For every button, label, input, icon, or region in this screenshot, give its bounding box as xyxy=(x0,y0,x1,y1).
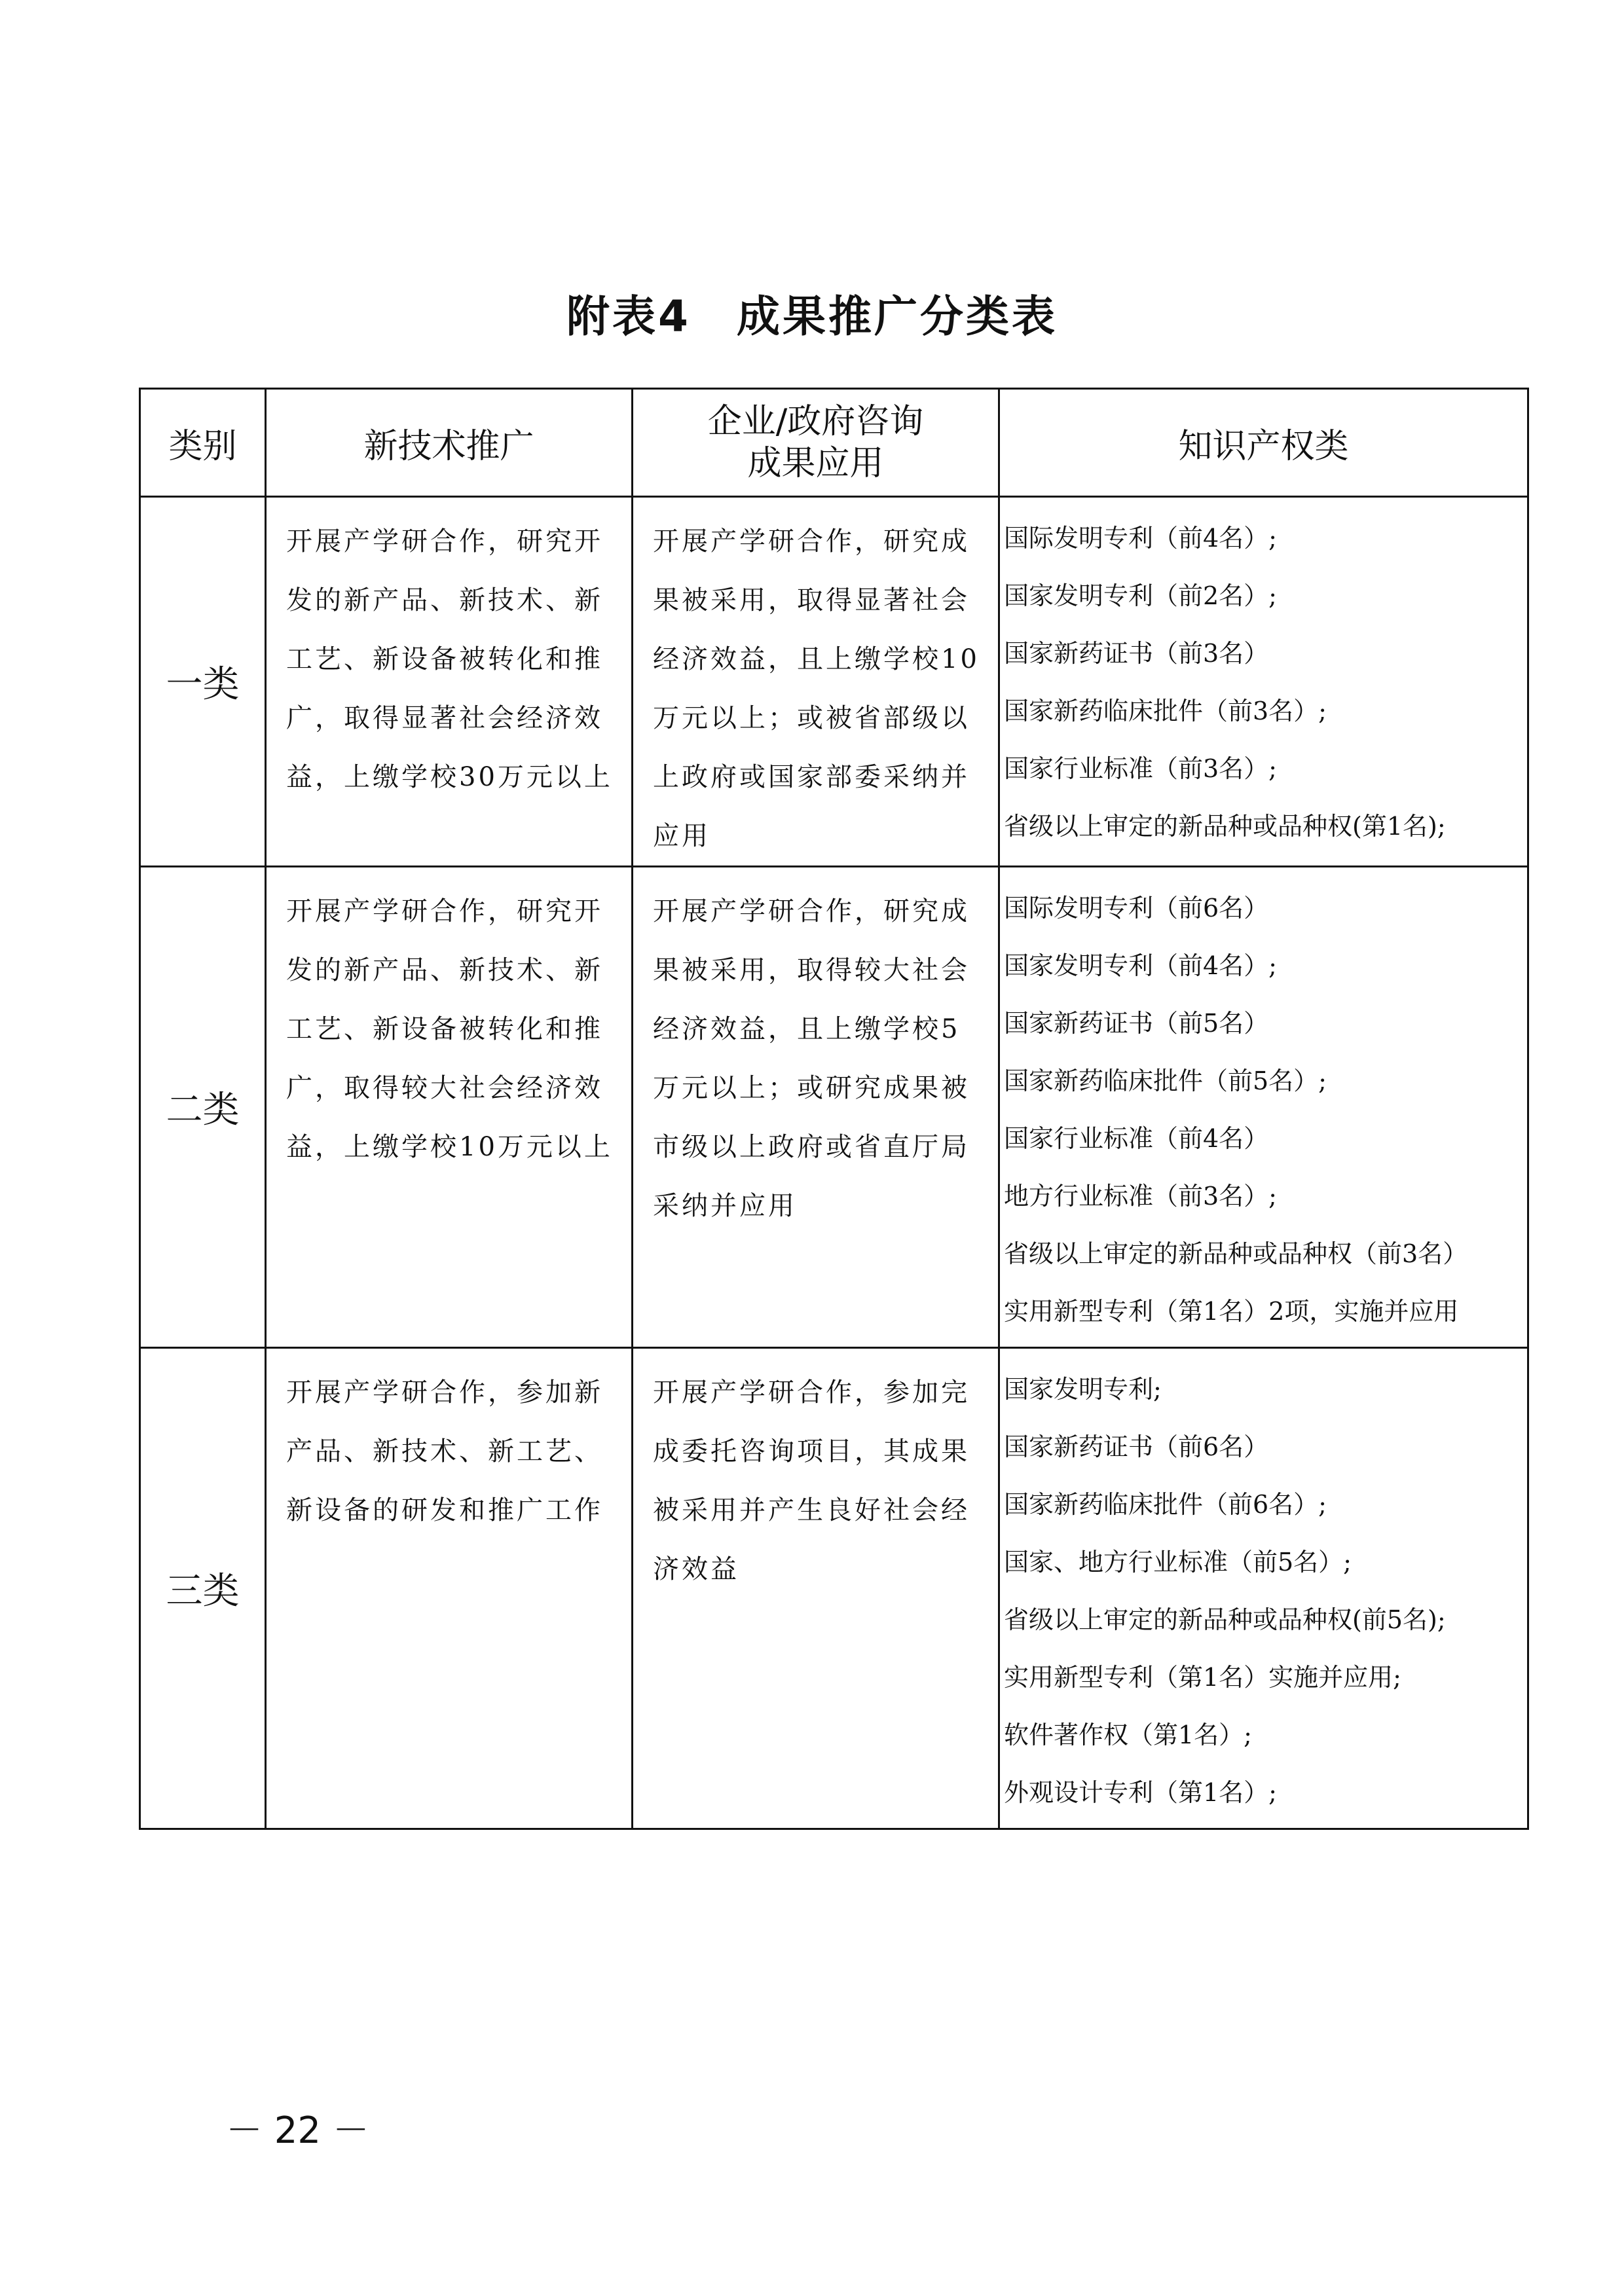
row-category: 三类 xyxy=(140,1348,266,1829)
ip-item: 国家、地方行业标准（前5名）; xyxy=(1004,1548,1352,1576)
ip-item: 国家新药临床批件（前3名）; xyxy=(1004,697,1327,725)
row-category: 一类 xyxy=(140,497,266,867)
header-consult-line1: 企业/政府咨询 xyxy=(707,402,924,441)
row-new-tech: 开展产学研合作，研究开发的新产品、新技术、新工艺、新设备被转化和推广，取得显著社会经济效益，上缴学校30万元以上 xyxy=(266,497,633,867)
ip-item: 省级以上审定的新品种或品种权(第1名); xyxy=(1004,812,1446,841)
ip-item: 国际发明专利（前4名）; xyxy=(1004,524,1277,553)
ip-item: 地方行业标准（前3名）; xyxy=(1004,1182,1277,1211)
title-label: 附表4 xyxy=(566,291,691,342)
ip-item: 国家发明专利; xyxy=(1004,1375,1162,1404)
table-row xyxy=(140,1348,1528,1829)
row-consult: 开展产学研合作，参加完成委托咨询项目，其成果被采用并产生良好社会经济效益 xyxy=(633,1348,999,1829)
row-new-tech: 开展产学研合作，参加新产品、新技术、新工艺、新设备的研发和推广工作 xyxy=(266,1348,633,1829)
page-number: － 22 － xyxy=(226,2109,369,2152)
header-consult xyxy=(633,389,999,497)
header-ip: 知识产权类 xyxy=(999,389,1528,497)
row-consult: 开展产学研合作，研究成果被采用，取得较大社会经济效益，且上缴学校5万元以上；或研究成果被市级以上政府或省直厅局采纳并应用 xyxy=(633,867,999,1348)
row-new-tech: 开展产学研合作，研究开发的新产品、新技术、新工艺、新设备被转化和推广，取得较大社会经济效益，上缴学校10万元以上 xyxy=(266,867,633,1348)
ip-item: 国家新药证书（前5名） xyxy=(1004,1009,1269,1038)
header-category: 类别 xyxy=(140,389,266,497)
ip-item: 软件著作权（第1名）; xyxy=(1004,1721,1252,1749)
header-row xyxy=(140,389,1528,497)
row-consult: 开展产学研合作，研究成果被采用，取得显著社会经济效益，且上缴学校10万元以上；或被省部级以上政府或国家部委采纳并应用 xyxy=(633,497,999,867)
row-category: 二类 xyxy=(140,867,266,1348)
ip-item: 国际发明专利（前6名） xyxy=(1004,894,1269,922)
row-ip xyxy=(999,867,1528,1348)
ip-item: 国家新药临床批件（前5名）; xyxy=(1004,1066,1327,1095)
page-title xyxy=(0,282,1624,344)
classification-table xyxy=(139,388,1529,1830)
ip-item: 省级以上审定的新品种或品种权(前5名); xyxy=(1004,1605,1446,1634)
header-consult-line2: 成果应用 xyxy=(747,444,884,483)
ip-item: 省级以上审定的新品种或品种权（前3名） xyxy=(1004,1239,1468,1268)
ip-item: 国家新药证书（前3名） xyxy=(1004,639,1269,668)
ip-item: 国家新药证书（前6名） xyxy=(1004,1432,1269,1461)
row-ip xyxy=(999,1348,1528,1829)
table-row xyxy=(140,867,1528,1348)
ip-item: 实用新型专利（第1名）实施并应用; xyxy=(1004,1663,1401,1692)
ip-item: 国家行业标准（前4名） xyxy=(1004,1124,1269,1153)
ip-item: 国家新药临床批件（前6名）; xyxy=(1004,1490,1327,1519)
ip-item: 国家发明专利（前4名）; xyxy=(1004,951,1277,980)
table-row xyxy=(140,497,1528,867)
title-text: 成果推广分类表 xyxy=(736,291,1058,342)
ip-item: 国家行业标准（前3名）; xyxy=(1004,754,1277,783)
ip-item: 外观设计专利（第1名）; xyxy=(1004,1778,1277,1807)
ip-item: 国家发明专利（前2名）; xyxy=(1004,581,1277,610)
ip-item: 实用新型专利（第1名）2项，实施并应用 xyxy=(1004,1297,1459,1326)
header-new-tech: 新技术推广 xyxy=(266,389,633,497)
row-ip xyxy=(999,497,1528,867)
